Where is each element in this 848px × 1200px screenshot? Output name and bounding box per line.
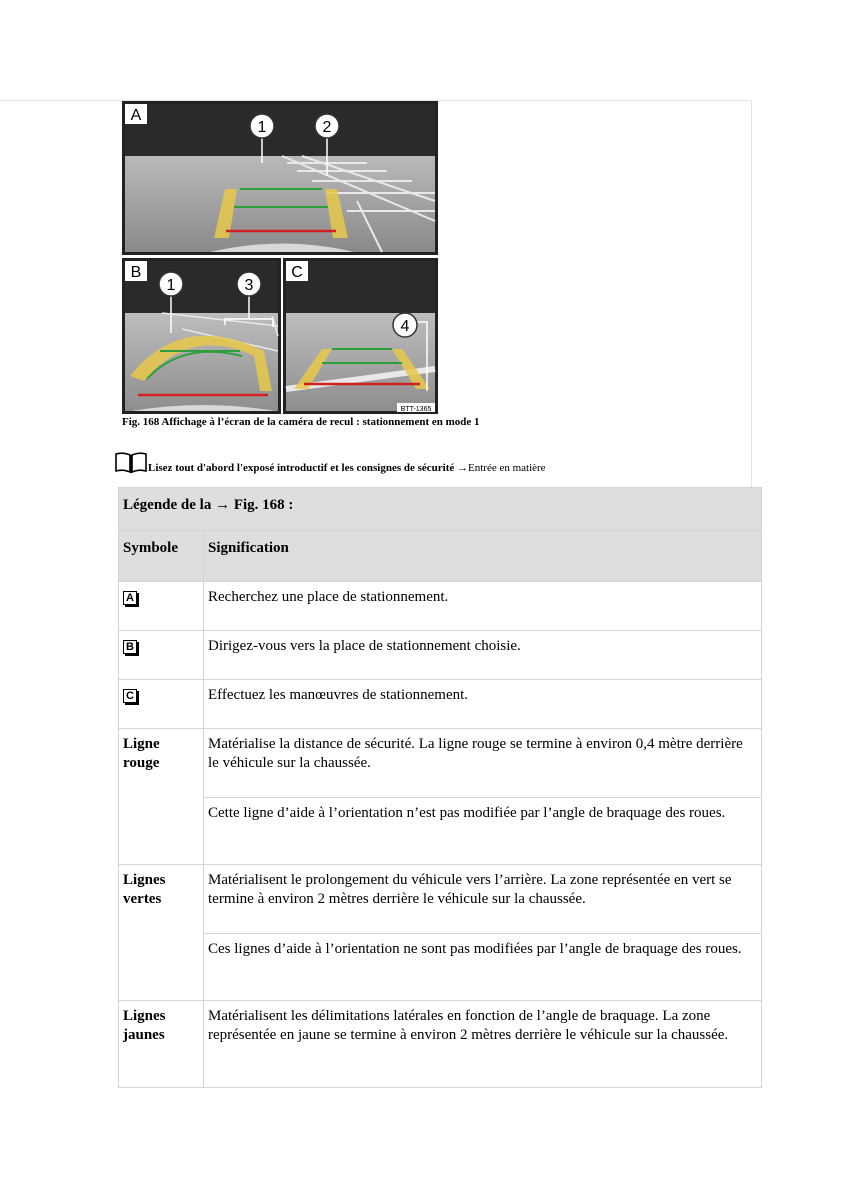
panel-a (122, 101, 438, 255)
callout-3: 3 (244, 277, 254, 294)
panel-b (122, 258, 281, 414)
table-row (119, 582, 762, 631)
table-row (119, 798, 762, 865)
symbol-red-line: Ligne rouge (119, 729, 204, 865)
symbol-cell (119, 631, 204, 680)
page-frame-right (751, 100, 752, 488)
header-meaning: Signification (204, 531, 762, 582)
intro-link[interactable]: →Entrée en matière (457, 462, 546, 474)
legend-table (118, 487, 762, 1088)
meaning-cell: Matérialisent le prolongement du véhicule vers l’arrière. La zone représentée en vert se termine à environ 2 mètres derrière le véhicule sur la chaussée. (204, 865, 762, 934)
table-row (119, 865, 762, 934)
legend-title: Légende de la → Fig. 168 : (119, 488, 762, 531)
symbol-b-icon: B (123, 640, 137, 654)
callout-1b: 1 (166, 277, 176, 294)
symbol-c-icon: C (123, 689, 137, 703)
symbol-a-icon: A (123, 591, 137, 605)
meaning-cell: Dirigez-vous vers la place de stationnement choisie. (204, 631, 762, 680)
meaning-cell: Matérialise la distance de sécurité. La ligne rouge se termine à environ 0,4 mètre derrière le véhicule sur la chaussée. (204, 729, 762, 798)
meaning-cell: Recherchez une place de stationnement. (204, 582, 762, 631)
callout-2: 2 (322, 119, 332, 136)
meaning-cell: Ces lignes d’aide à l’orientation ne sont pas modifiées par l’angle de braquage des roues. (204, 934, 762, 1001)
panel-c (283, 258, 438, 414)
intro-text: Lisez tout d'abord l'exposé introductif et les consignes de sécurité (148, 462, 455, 474)
panel-label-c: C (291, 264, 303, 281)
callout-1: 1 (257, 119, 267, 136)
callout-4: 4 (400, 318, 410, 335)
panel-label-b: B (130, 264, 142, 281)
book-icon (114, 452, 148, 479)
table-row (119, 729, 762, 798)
symbol-green-lines: Lignes vertes (119, 865, 204, 1001)
rear-camera-figure (122, 101, 438, 414)
figure-code: BTT-1365 (400, 406, 432, 413)
table-row (119, 631, 762, 680)
symbol-cell (119, 582, 204, 631)
meaning-cell: Cette ligne d’aide à l’orientation n’est pas modifiée par l’angle de braquage des roues. (204, 798, 762, 865)
symbol-cell (119, 680, 204, 729)
panel-label-a: A (130, 107, 142, 124)
symbol-yellow-lines: Lignes jaunes (119, 1001, 204, 1088)
meaning-cell: Matérialisent les délimitations latérales en fonction de l’angle de braquage. La zone représentée en jaune se termine à environ 2 mètres derrière le véhicule sur la chaussée. (204, 1001, 762, 1088)
header-symbol: Symbole (119, 531, 204, 582)
table-row (119, 680, 762, 729)
figure-caption: Fig. 168 Affichage à l’écran de la caméra de recul : stationnement en mode 1 (122, 416, 480, 428)
meaning-cell: Effectuez les manœuvres de stationnement. (204, 680, 762, 729)
table-row (119, 934, 762, 1001)
table-row (119, 1001, 762, 1088)
